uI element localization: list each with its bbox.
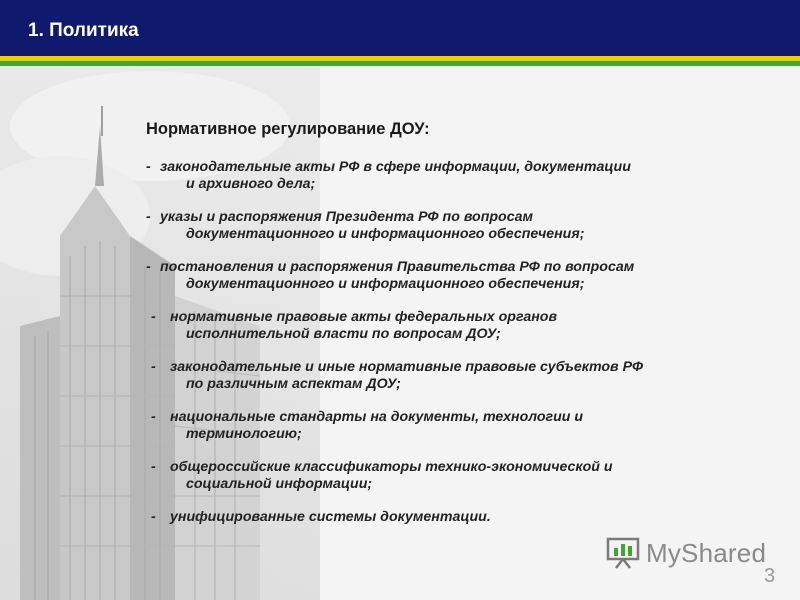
bullet-dash: - — [151, 359, 156, 375]
bullet-text-line2: документационного и информационного обеспечения; — [186, 276, 585, 292]
list-item — [146, 259, 776, 293]
bullet-text: унифицированные системы документации. — [170, 509, 491, 525]
bullet-text: общероссийские классификаторы технико-экономической и — [170, 459, 613, 475]
bullet-dash: - — [151, 409, 156, 425]
bullet-dash: - — [151, 459, 156, 475]
bullet-text-line2: по различным аспектам ДОУ; — [186, 376, 401, 392]
bullet-dash: - — [146, 159, 151, 175]
bullet-dash: - — [151, 509, 156, 525]
bullet-text: указы и распоряжения Президента РФ по вопросам — [160, 209, 533, 225]
list-item — [151, 309, 776, 343]
bullet-text-line2: и архивного дела; — [186, 176, 316, 192]
bullet-text-line2: исполнительной власти по вопросам ДОУ; — [186, 326, 501, 342]
list-item — [146, 209, 776, 243]
bullet-dash: - — [146, 259, 151, 275]
bullet-dash: - — [146, 209, 151, 225]
myshared-watermark — [606, 536, 766, 570]
slide-content — [146, 120, 776, 542]
slide-title: 1. Политика — [28, 20, 139, 41]
bullet-text-line1 — [160, 259, 776, 276]
list-item — [151, 459, 776, 493]
bullet-text-line2: терминологию; — [186, 426, 302, 442]
bullet-text-line1 — [170, 459, 776, 476]
bullet-text: постановления и распоряжения Правительства РФ по вопросам — [160, 259, 635, 275]
bullet-text: законодательные акты РФ в сфере информации, документации — [160, 159, 631, 175]
content-heading: Нормативное регулирование ДОУ: — [146, 120, 430, 138]
list-item — [151, 359, 776, 393]
bullet-text-line2: социальной информации; — [186, 476, 373, 492]
presentation-board-icon — [606, 536, 640, 570]
page-number: 3 — [764, 565, 776, 587]
list-item — [151, 409, 776, 443]
bullet-text-line2: документационного и информационного обеспечения; — [186, 226, 585, 242]
watermark-text: MyShared — [646, 537, 767, 568]
slide-header — [0, 0, 800, 56]
bullet-text: нормативные правовые акты федеральных органов — [170, 309, 558, 325]
bullet-text-line1 — [170, 409, 776, 426]
list-item — [146, 159, 776, 193]
bullet-text: национальные стандарты на документы, технологии и — [170, 409, 584, 425]
bullet-text-line1 — [170, 509, 776, 526]
bullet-text-line1 — [160, 159, 776, 176]
bullet-dash: - — [151, 309, 156, 325]
bullet-list — [146, 159, 776, 526]
bullet-text: законодательные и иные нормативные правовые субъектов РФ — [170, 359, 644, 375]
bullet-text-line1 — [160, 209, 776, 226]
bullet-text-line1 — [170, 359, 776, 376]
list-item — [151, 509, 776, 526]
bullet-text-line1 — [170, 309, 776, 326]
